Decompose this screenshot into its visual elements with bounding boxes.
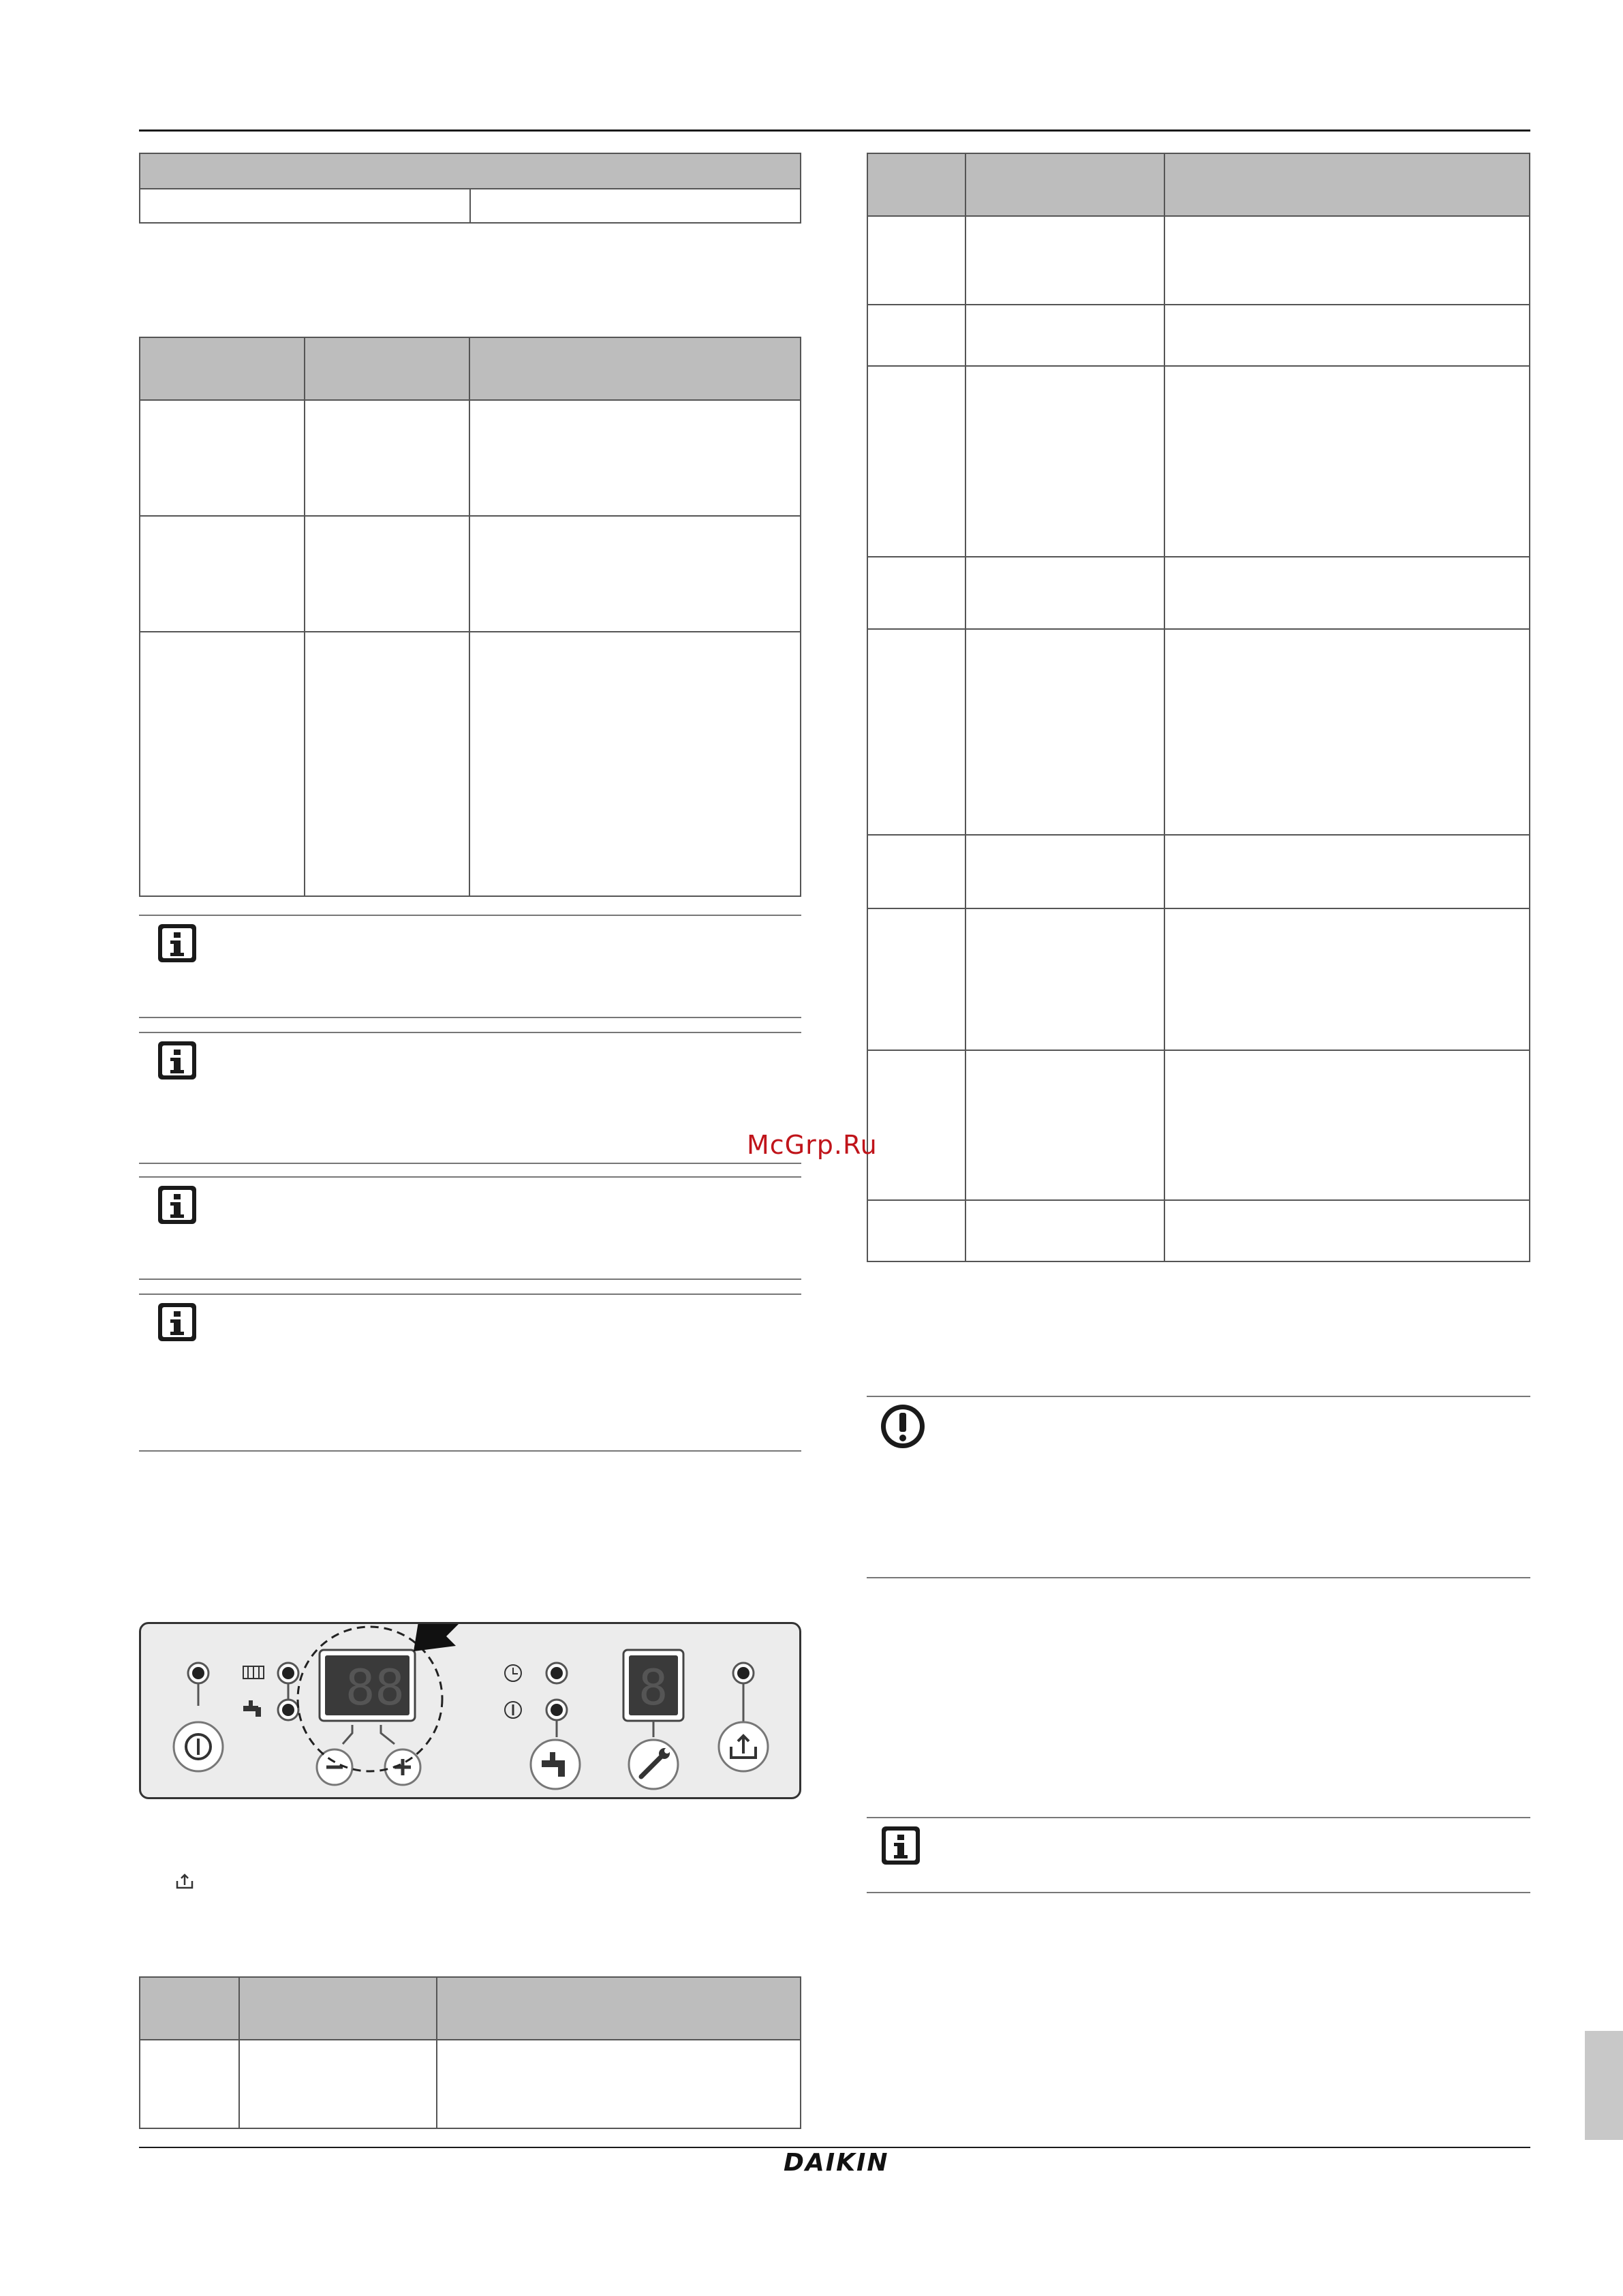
table-row xyxy=(867,557,1530,629)
table-row xyxy=(867,908,1530,1050)
info-icon xyxy=(157,1040,198,1081)
note-divider xyxy=(139,1450,801,1452)
table-cell xyxy=(867,366,965,557)
table-cell xyxy=(867,1050,965,1200)
table-header-cell xyxy=(437,1977,801,2040)
control-panel xyxy=(139,1622,801,1799)
note-divider xyxy=(867,1817,1530,1818)
note-divider xyxy=(139,1163,801,1164)
table-header-cell xyxy=(469,337,801,400)
table-header-cell xyxy=(239,1977,437,2040)
table-row xyxy=(867,216,1530,305)
display-left-value: 88 xyxy=(345,1659,405,1716)
table-row xyxy=(867,629,1530,835)
header-rule xyxy=(139,129,1530,132)
table-row xyxy=(867,366,1530,557)
table-cell xyxy=(140,400,305,516)
table-cell xyxy=(965,908,1164,1050)
table-cell xyxy=(469,632,801,896)
watermark-text: McGrp.Ru xyxy=(747,1130,878,1160)
display-right-value: 8 xyxy=(638,1659,668,1716)
upload-icon[interactable] xyxy=(719,1722,768,1771)
table-cell xyxy=(867,835,965,908)
heating-led xyxy=(278,1663,298,1683)
note-divider xyxy=(867,1577,1530,1578)
table-cell xyxy=(867,557,965,629)
table-row xyxy=(867,835,1530,908)
table-cell xyxy=(469,400,801,516)
power-led xyxy=(188,1663,208,1683)
table-cell xyxy=(1164,1200,1530,1261)
table-header-cell xyxy=(965,153,1164,216)
note-divider xyxy=(139,1017,801,1018)
info-icon xyxy=(157,923,198,964)
table-cell xyxy=(140,516,305,632)
note-divider xyxy=(139,1279,801,1280)
clock-icon xyxy=(505,1665,521,1681)
upload-small-icon xyxy=(174,1873,195,1891)
info-icon xyxy=(880,1825,921,1866)
table-header-cell xyxy=(867,153,965,216)
upload-led xyxy=(733,1663,754,1683)
table-header-cell xyxy=(305,337,469,400)
one-digit-display xyxy=(623,1650,683,1721)
table-cell xyxy=(1164,557,1530,629)
table-header-cell xyxy=(140,153,801,189)
table-row xyxy=(140,400,801,516)
table-cell xyxy=(305,632,469,896)
footer-rule xyxy=(139,2147,1530,2148)
warning-icon xyxy=(879,1403,927,1450)
table-row xyxy=(867,305,1530,366)
table-row xyxy=(867,1200,1530,1261)
plus-icon[interactable] xyxy=(385,1749,420,1785)
table-cell xyxy=(1164,366,1530,557)
table-cell xyxy=(965,1050,1164,1200)
table-cell xyxy=(239,2040,437,2128)
note-divider xyxy=(867,1892,1530,1893)
note-divider xyxy=(139,1032,801,1033)
daikin-logo: DAIKIN xyxy=(784,2149,889,2177)
pointer-arrow-icon xyxy=(414,1624,487,1651)
table-cell xyxy=(1164,629,1530,835)
info-icon xyxy=(157,1184,198,1225)
table-row xyxy=(140,2040,801,2128)
table-cell xyxy=(140,189,470,223)
table-cell xyxy=(1164,835,1530,908)
table-cell xyxy=(867,305,965,366)
note-divider xyxy=(867,1396,1530,1397)
table-row xyxy=(140,632,801,896)
info-icon xyxy=(157,1302,198,1343)
table-cell xyxy=(965,305,1164,366)
radiator-icon xyxy=(243,1666,264,1679)
operation-led xyxy=(546,1700,567,1720)
note-divider xyxy=(139,915,801,916)
note-divider xyxy=(139,1176,801,1178)
side-tab xyxy=(1585,2031,1623,2140)
table-cell xyxy=(1164,216,1530,305)
table-cell xyxy=(867,1200,965,1261)
table-cell xyxy=(965,835,1164,908)
table-row xyxy=(867,1050,1530,1200)
table-cell xyxy=(1164,305,1530,366)
tap-button-icon[interactable] xyxy=(531,1740,580,1789)
table-cell xyxy=(305,516,469,632)
table-cell xyxy=(1164,908,1530,1050)
table-right-main xyxy=(867,153,1530,1262)
table-cell xyxy=(470,189,801,223)
table-cell xyxy=(437,2040,801,2128)
table-cell xyxy=(140,632,305,896)
table-cell xyxy=(965,366,1164,557)
timer-led xyxy=(546,1663,567,1683)
table-cell xyxy=(965,557,1164,629)
table-left-main xyxy=(139,337,801,897)
note-divider xyxy=(139,1294,801,1295)
table-cell xyxy=(965,629,1164,835)
table-header-cell xyxy=(140,337,305,400)
wrench-icon[interactable] xyxy=(629,1740,678,1789)
power-icon[interactable] xyxy=(174,1722,223,1771)
table-top-left xyxy=(139,153,801,224)
table-cell xyxy=(867,629,965,835)
table-cell xyxy=(965,216,1164,305)
table-cell xyxy=(867,216,965,305)
two-digit-display xyxy=(320,1650,415,1721)
table-cell xyxy=(867,908,965,1050)
power-small-icon xyxy=(505,1702,521,1718)
table-cell xyxy=(1164,1050,1530,1200)
table-cell xyxy=(305,400,469,516)
table-header-cell xyxy=(1164,153,1530,216)
table-left-bottom xyxy=(139,1976,801,2129)
table-row xyxy=(140,516,801,632)
table-cell xyxy=(965,1200,1164,1261)
control-panel-drawing xyxy=(141,1624,799,1797)
hot-water-led xyxy=(278,1700,298,1720)
table-cell xyxy=(140,2040,239,2128)
table-header-cell xyxy=(140,1977,239,2040)
tap-icon xyxy=(243,1700,261,1717)
table-cell xyxy=(469,516,801,632)
